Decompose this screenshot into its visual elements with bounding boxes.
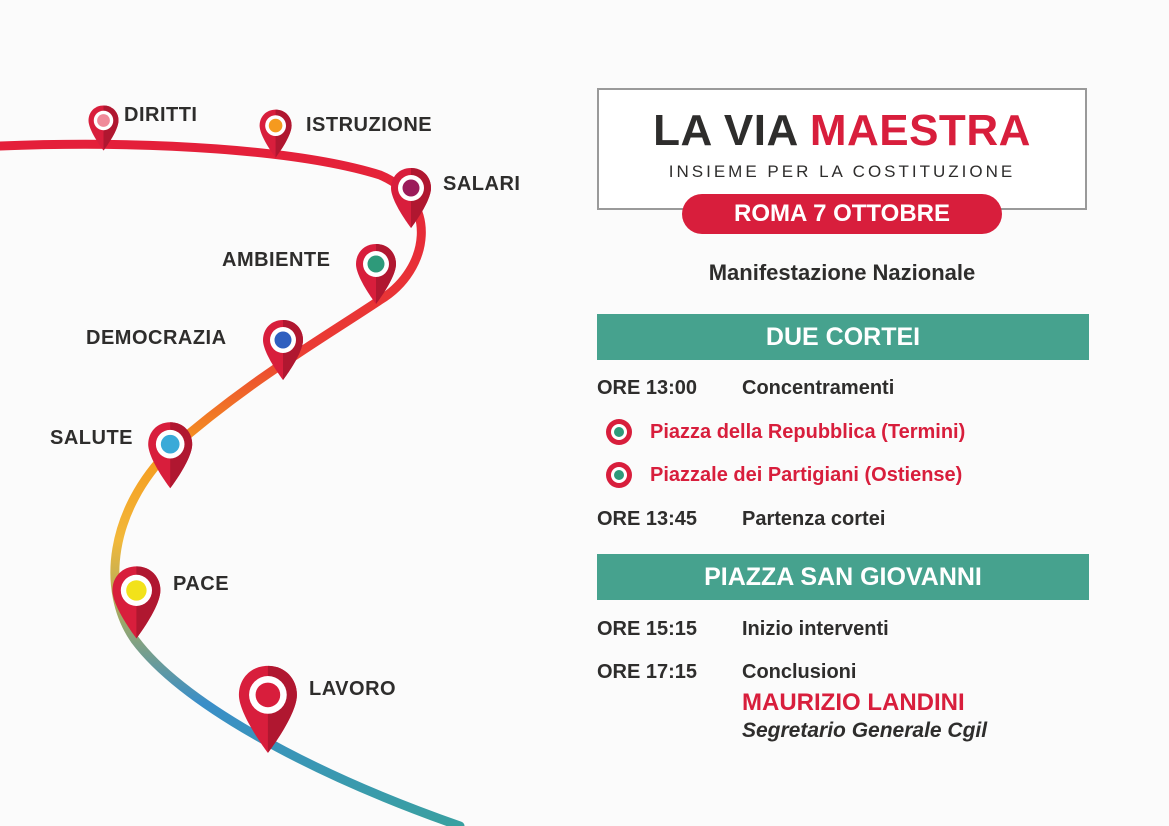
schedule-desc: Conclusioni <box>742 661 857 683</box>
location-dot-icon <box>605 418 633 446</box>
speaker-name: MAURIZIO LANDINI <box>742 689 965 716</box>
main-title <box>599 106 1085 156</box>
time-label: ORE 13:45 <box>597 508 698 530</box>
map-pin-icon <box>87 104 120 152</box>
meeting-place: Piazza della Repubblica (Termini) <box>650 421 966 443</box>
stop-label: SALARI <box>443 173 521 195</box>
stop-label: PACE <box>173 573 230 595</box>
map-pin-icon <box>261 318 305 382</box>
meeting-place: Piazzale dei Partigiani (Ostiense) <box>650 464 963 486</box>
map-pin-icon <box>110 564 163 641</box>
map-pin-icon <box>236 663 300 756</box>
event-type: Manifestazione Nazionale <box>708 260 976 285</box>
map-pin-icon <box>258 108 293 159</box>
time-label: ORE 17:15 <box>597 661 698 683</box>
stop-label: DEMOCRAZIA <box>86 327 227 349</box>
speaker-role: Segretario Generale Cgil <box>742 719 988 742</box>
map-pin-icon <box>354 242 398 306</box>
date-badge: ROMA 7 OTTOBRE <box>682 194 1002 234</box>
stop-label: SALUTE <box>50 427 133 449</box>
time-label: ORE 13:00 <box>597 377 698 399</box>
section-banner-san-giovanni: PIAZZA SAN GIOVANNI <box>597 554 1089 600</box>
schedule-desc: Concentramenti <box>742 377 895 399</box>
title-box <box>597 88 1087 210</box>
stop-label: ISTRUZIONE <box>306 114 433 136</box>
stop-label: DIRITTI <box>124 104 198 126</box>
location-dot-icon <box>605 461 633 489</box>
stop-label: AMBIENTE <box>222 249 331 271</box>
title-main: LA VIA <box>653 106 810 155</box>
schedule-desc: Inizio interventi <box>742 618 889 640</box>
map-pin-icon <box>146 420 194 490</box>
title-accent: MAESTRA <box>809 106 1031 155</box>
section-banner-cortei: DUE CORTEI <box>597 314 1089 360</box>
subtitle: INSIEME PER LA COSTITUZIONE <box>668 162 1016 181</box>
schedule-desc: Partenza cortei <box>742 508 886 530</box>
stop-label: LAVORO <box>309 678 397 700</box>
time-label: ORE 15:15 <box>597 618 698 640</box>
map-pin-icon <box>389 166 433 230</box>
